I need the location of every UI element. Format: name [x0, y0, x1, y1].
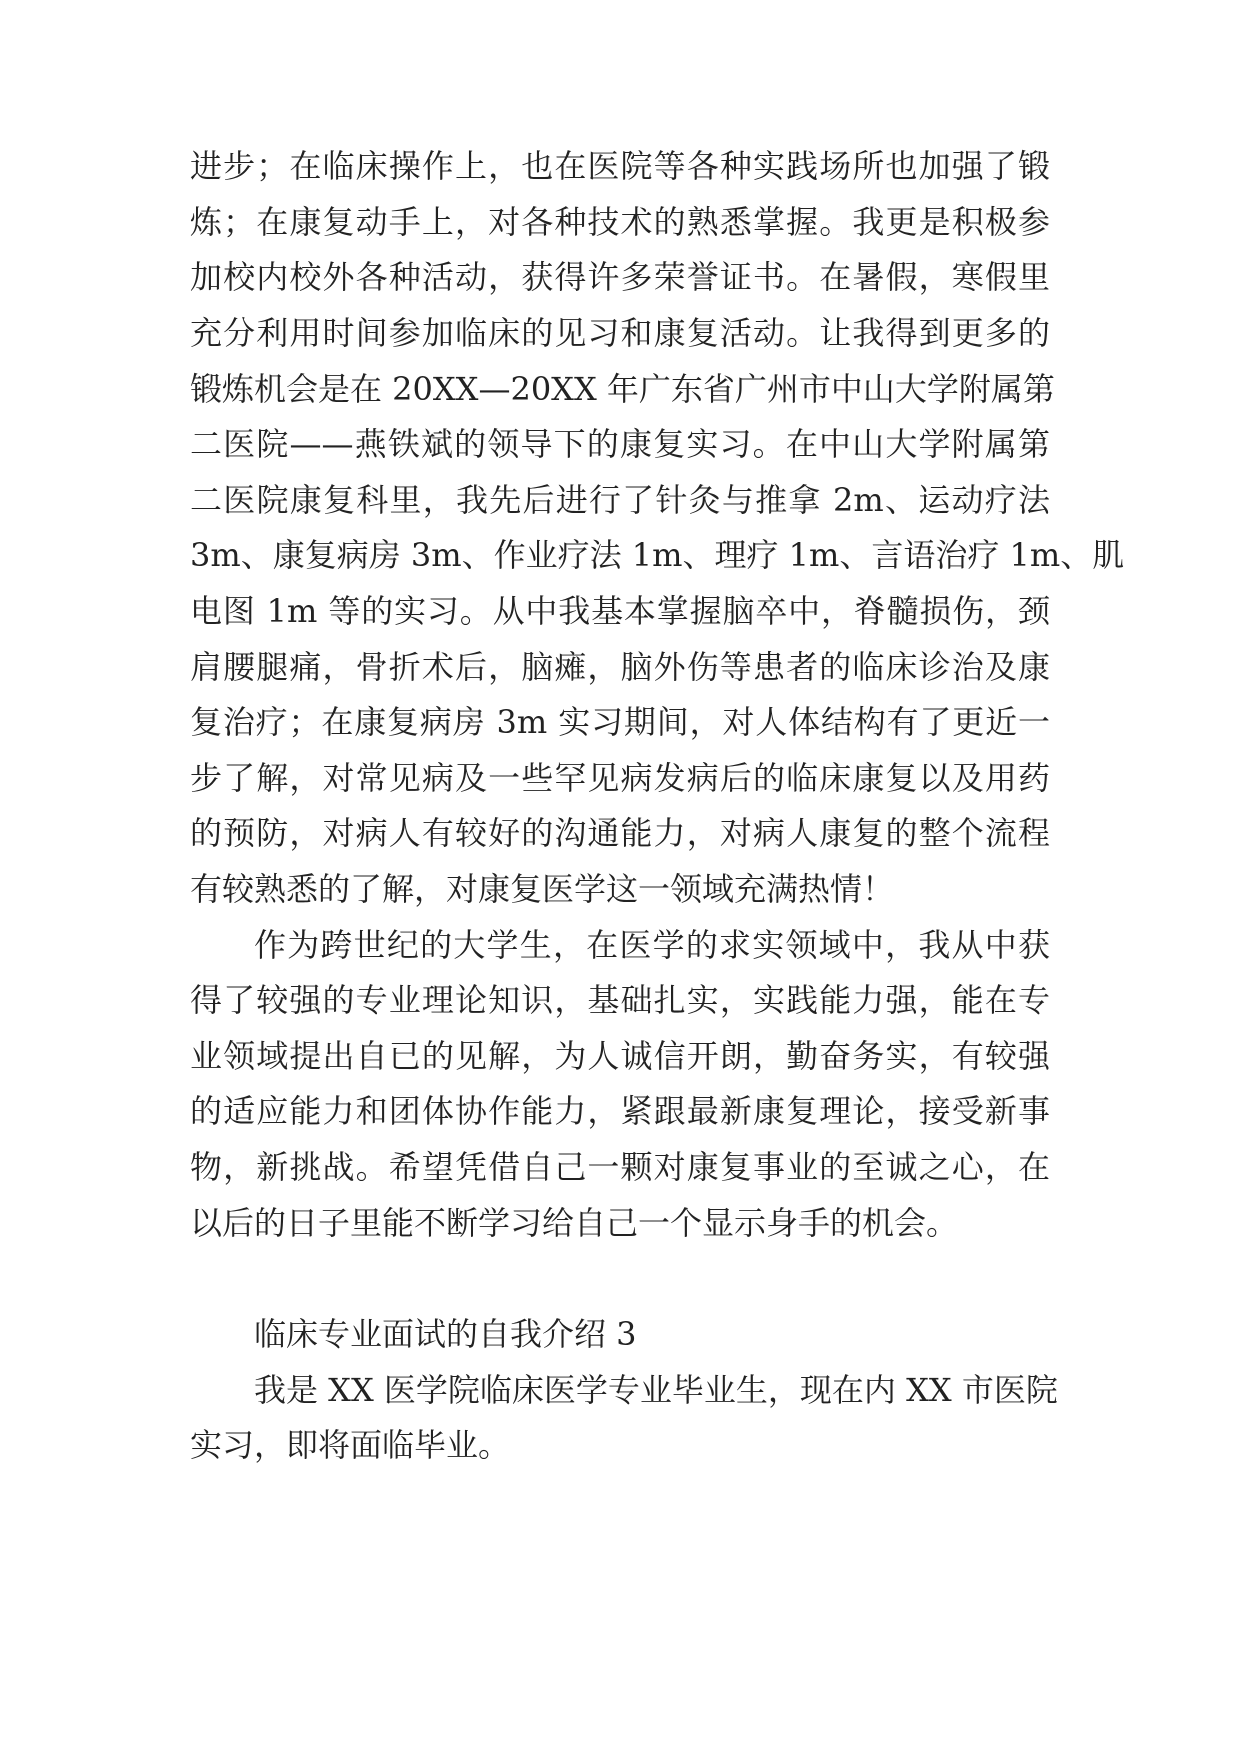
- paragraph-line: 的预防，对病人有较好的沟通能力，对病人康复的整个流程: [190, 814, 1050, 852]
- paragraph-line: 有较熟悉的了解，对康复医学这一领域充满热情！: [190, 870, 895, 908]
- paragraph-line: 3m、康复病房 3m、作业疗法 1m、理疗 1m、言语治疗 1m、肌: [190, 536, 1125, 574]
- paragraph-line: 炼；在康复动手上，对各种技术的熟悉掌握。我更是积极参: [190, 203, 1050, 241]
- paragraph-line: 作为跨世纪的大学生，在医学的求实领域中，我从中获: [254, 926, 1050, 964]
- paragraph-line: 进步；在临床操作上，也在医院等各种实践场所也加强了锻: [190, 147, 1050, 185]
- paragraph-line: 二医院康复科里，我先后进行了针灸与推拿 2m、运动疗法: [190, 481, 1050, 519]
- paragraph-line: 二医院——燕铁斌的领导下的康复实习。在中山大学附属第: [190, 425, 1050, 463]
- paragraph-line: 以后的日子里能不断学习给自己一个显示身手的机会。: [190, 1204, 959, 1242]
- paragraph-line: 得了较强的专业理论知识，基础扎实，实践能力强，能在专: [190, 981, 1050, 1019]
- paragraph-line: 电图 1m 等的实习。从中我基本掌握脑卒中，脊髓损伤，颈: [190, 592, 1050, 630]
- paragraph-line: 业领域提出自已的见解，为人诚信开朗，勤奋务实，有较强: [190, 1037, 1050, 1075]
- paragraph-line: 复治疗；在康复病房 3m 实习期间，对人体结构有了更近一: [190, 703, 1050, 741]
- paragraph-line: 步了解，对常见病及一些罕见病发病后的临床康复以及用药: [190, 759, 1050, 797]
- paragraph-line: 肩腰腿痛，骨折术后，脑瘫，脑外伤等患者的临床诊治及康: [190, 648, 1050, 686]
- paragraph-line: 我是 XX 医学院临床医学专业毕业生，现在内 XX 市医院: [254, 1371, 1058, 1409]
- section-title: 临床专业面试的自我介绍 3: [254, 1315, 637, 1353]
- paragraph-line: 物，新挑战。希望凭借自己一颗对康复事业的至诚之心，在: [190, 1148, 1050, 1186]
- paragraph-line: 锻炼机会是在 20XX—20XX 年广东省广州市中山大学附属第: [190, 370, 1055, 408]
- paragraph-line: 加校内校外各种活动，获得许多荣誉证书。在暑假，寒假里: [190, 258, 1050, 296]
- paragraph-line: 实习，即将面临毕业。: [190, 1426, 511, 1464]
- paragraph-line: 的适应能力和团体协作能力，紧跟最新康复理论，接受新事: [190, 1092, 1050, 1130]
- paragraph-line: 充分利用时间参加临床的见习和康复活动。让我得到更多的: [190, 314, 1050, 352]
